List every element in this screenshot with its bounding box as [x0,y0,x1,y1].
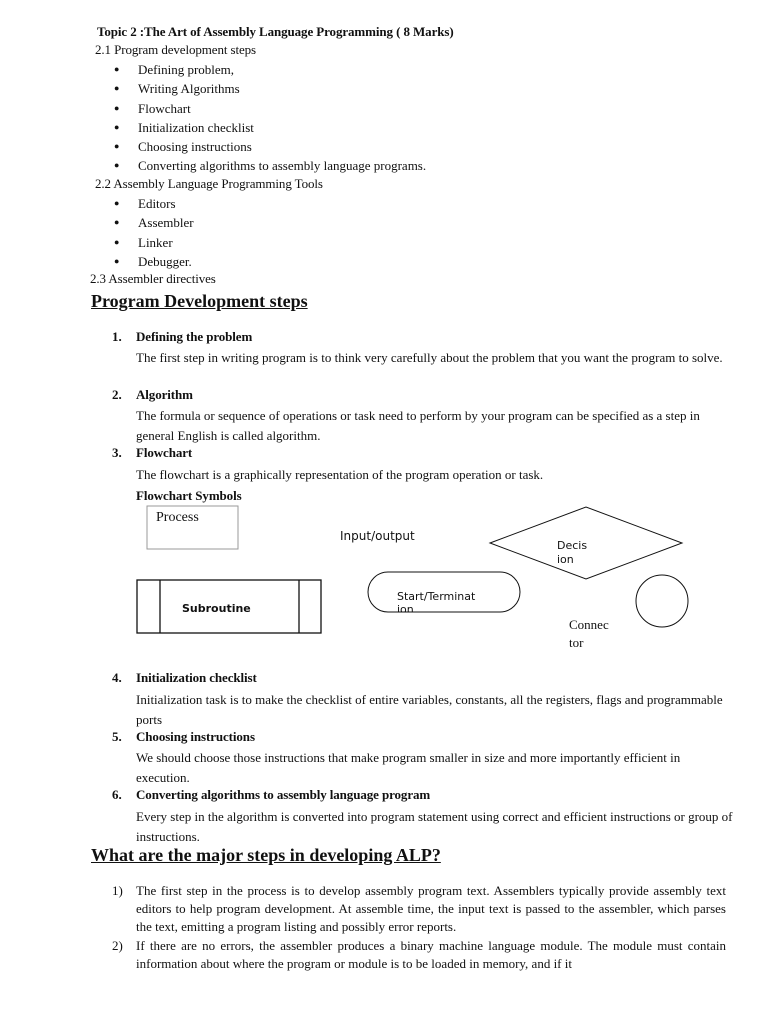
list-item: ● Writing Algorithms [110,79,426,98]
section-2-1-heading: 2.1 Program development steps [95,42,257,57]
step-number: 1. [112,329,122,344]
list-item: ● Editors [110,194,194,213]
list-item-text: The first step in the process is to develop assembly program text. Assemblers typically provide assembly text editors to help program development. At assemble time, the input text is passed to the assembler, which parses the text, emitting a program listing and possibly error reports. [136,883,726,934]
list-item: ● Flowchart [110,99,426,118]
terminator-label-line1: Start/Terminat [397,590,476,603]
decision-label-line2: ion [557,553,574,566]
step-text: The formula or sequence of operations or task need to perform by your program can be specified as a step in general English is called algorithm. [136,408,700,443]
list-item: ● Initialization checklist [110,118,426,137]
step-number: 6. [112,787,122,802]
step-text: The flowchart is a graphically representation of the program operation or task. [136,467,544,482]
connector-symbol [636,575,688,627]
step-number: 3. [112,445,122,460]
flowchart-symbols-title: Flowchart Symbols [136,488,242,503]
step-number: 5. [112,729,122,744]
list-number: 2) [112,938,123,953]
step-number: 4. [112,670,122,685]
step-title: Flowchart [136,445,193,460]
list-item: ● Defining problem, [110,60,426,79]
list-item: ● Choosing instructions [110,137,426,156]
step-title: Defining the problem [136,329,253,344]
decision-label-line1: Decis [557,539,588,552]
connector-label-line2: tor [569,635,584,650]
step-text: The first step in writing program is to think very carefully about the problem that you want the program to solve. [136,350,723,365]
step-title: Algorithm [136,387,193,402]
step-title: Initialization checklist [136,670,257,685]
section-2-3-heading: 2.3 Assembler directives [90,271,216,286]
program-development-heading: Program Development steps [91,291,308,311]
list-item-text: If there are no errors, the assembler produces a binary machine language module. The module must contain information about where the program or module is to be loaded in memory, and if it [136,938,726,971]
step-number: 2. [112,387,122,402]
step-title: Converting algorithms to assembly language program [136,787,431,802]
list-item: ● Assembler [110,213,194,232]
step-text: Every step in the algorithm is converted into program statement using correct and efficient instructions or group of instructions. [136,809,733,844]
subroutine-label: Subroutine [182,602,251,615]
section-2-2-heading: 2.2 Assembly Language Programming Tools [95,176,323,191]
step-title: Choosing instructions [136,729,255,744]
list-item: ● Linker [110,233,194,252]
section-2-1-list [110,60,426,176]
step-text: We should choose those instructions that make program smaller in size and more importantly efficient in execution. [136,750,681,785]
input-output-label: Input/output [340,529,415,543]
terminator-label-line2: ion [397,603,414,612]
topic-title: Topic 2 :The Art of Assembly Language Programming ( 8 Marks) [97,24,454,39]
list-number: 1) [112,883,123,898]
list-item: ● Debugger. [110,252,194,271]
section-2-2-list [110,194,194,271]
connector-label-line1: Connec [569,617,609,632]
step-text: Initialization task is to make the checklist of entire variables, constants, all the registers, flags and programmable ports [136,692,723,727]
list-item: ● Converting algorithms to assembly language programs. [110,156,426,175]
process-label: Process [156,510,199,525]
major-steps-heading: What are the major steps in developing ALP? [91,845,441,865]
